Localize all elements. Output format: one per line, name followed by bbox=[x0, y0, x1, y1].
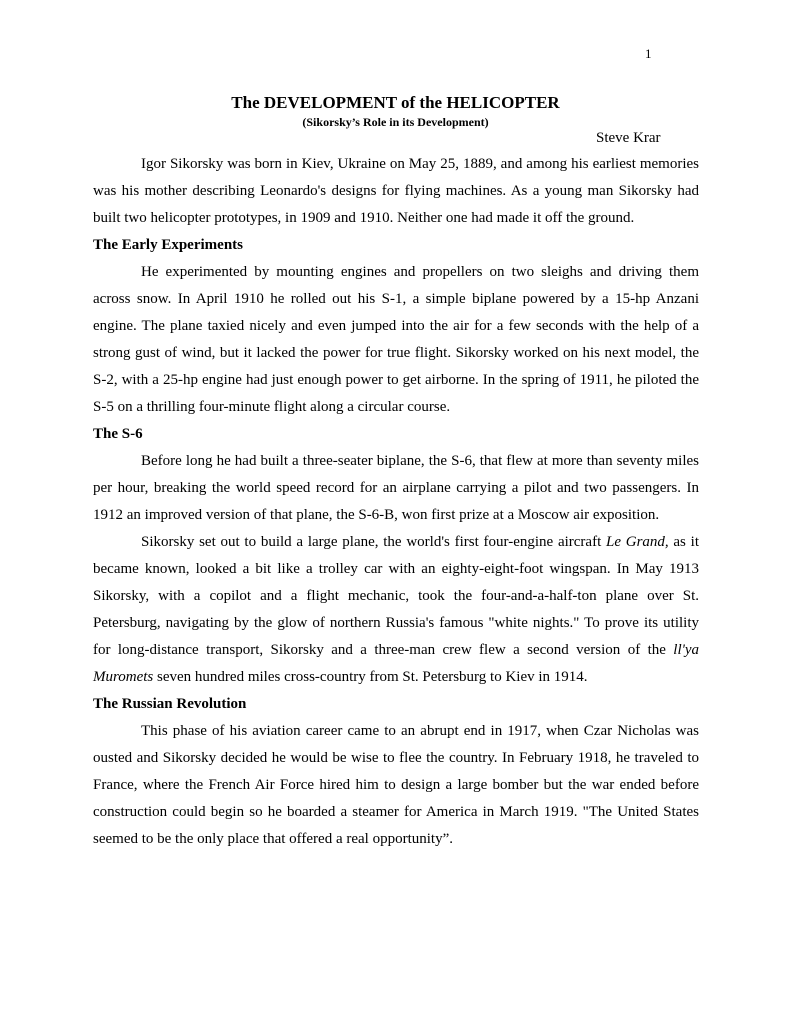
document-title: The DEVELOPMENT of the HELICOPTER bbox=[231, 93, 560, 112]
le-grand-italic: Le Grand, bbox=[605, 534, 669, 550]
intro-paragraph: Igor Sikorsky was born in Kiev, Ukraine on May 25, 1889, and among his earliest memories was his mother describing Leonardo's designs for flying machines. As a young man Sikorsky had built two helicopter prototypes, in 1909 and 1910. Neither one had made it off the ground. bbox=[93, 156, 699, 226]
section-heading-s6: The S-6 bbox=[93, 426, 143, 442]
page-number: 1 bbox=[645, 46, 652, 61]
section-heading-russian-revolution: The Russian Revolution bbox=[93, 696, 247, 712]
ilya-muromets-italic: ll'ya Muromets bbox=[93, 642, 699, 685]
le-grand-text-b: as it became known, looked a bit like a trolley car with an eighty-eight-foot wingspan. In May 1913 Sikorsky, with a copilot and a flight mechanic, took the four-and-a-half-ton plane over St. Petersburg, navigating by the glow of northern Russia's famous "white nights." To prove its utility for long-distance transport, Sikorsky and a three-man crew flew a second version of the bbox=[93, 534, 699, 658]
russian-revolution-paragraph: This phase of his aviation career came to an abrupt end in 1917, when Czar Nicholas was ousted and Sikorsky decided he would be wise to flee the country. In February 1918, he traveled to France, where the French Air Force hired him to design a large bomber but the war ended before construction could begin so he boarded a steamer for America in March 1919. "The United States seemed to be the only place that offered a real opportunity”. bbox=[93, 723, 699, 847]
le-grand-paragraph bbox=[93, 529, 699, 691]
early-experiments-paragraph: He experimented by mounting engines and propellers on two sleighs and driving them across snow. In April 1910 he rolled out his S-1, a simple biplane powered by a 15-hp Anzani engine. The plane taxied nicely and even jumped into the air for a few seconds with the help of a strong gust of wind, but it lacked the power for true flight. Sikorsky worked on his next model, the S-2, with a 25-hp engine had just enough power to get airborne. In the spring of 1911, he piloted the S-5 on a thrilling four-minute flight along a circular course. bbox=[93, 264, 699, 415]
document-subtitle: (Sikorsky’s Role in its Development) bbox=[302, 115, 489, 129]
le-grand-text-c: seven hundred miles cross-country from St. Petersburg to Kiev in 1914. bbox=[153, 669, 588, 685]
le-grand-text-a: Sikorsky set out to build a large plane, the world's first four-engine aircraft bbox=[141, 534, 606, 550]
s6-paragraph: Before long he had built a three-seater biplane, the S-6, that flew at more than seventy miles per hour, breaking the world speed record for an airplane carrying a pilot and two passengers. In 1912 an improved version of that plane, the S-6-B, won first prize at a Moscow air exposition. bbox=[93, 453, 699, 523]
section-heading-early-experiments: The Early Experiments bbox=[93, 237, 243, 253]
document-body bbox=[93, 151, 699, 853]
author-name: Steve Krar bbox=[596, 130, 661, 146]
